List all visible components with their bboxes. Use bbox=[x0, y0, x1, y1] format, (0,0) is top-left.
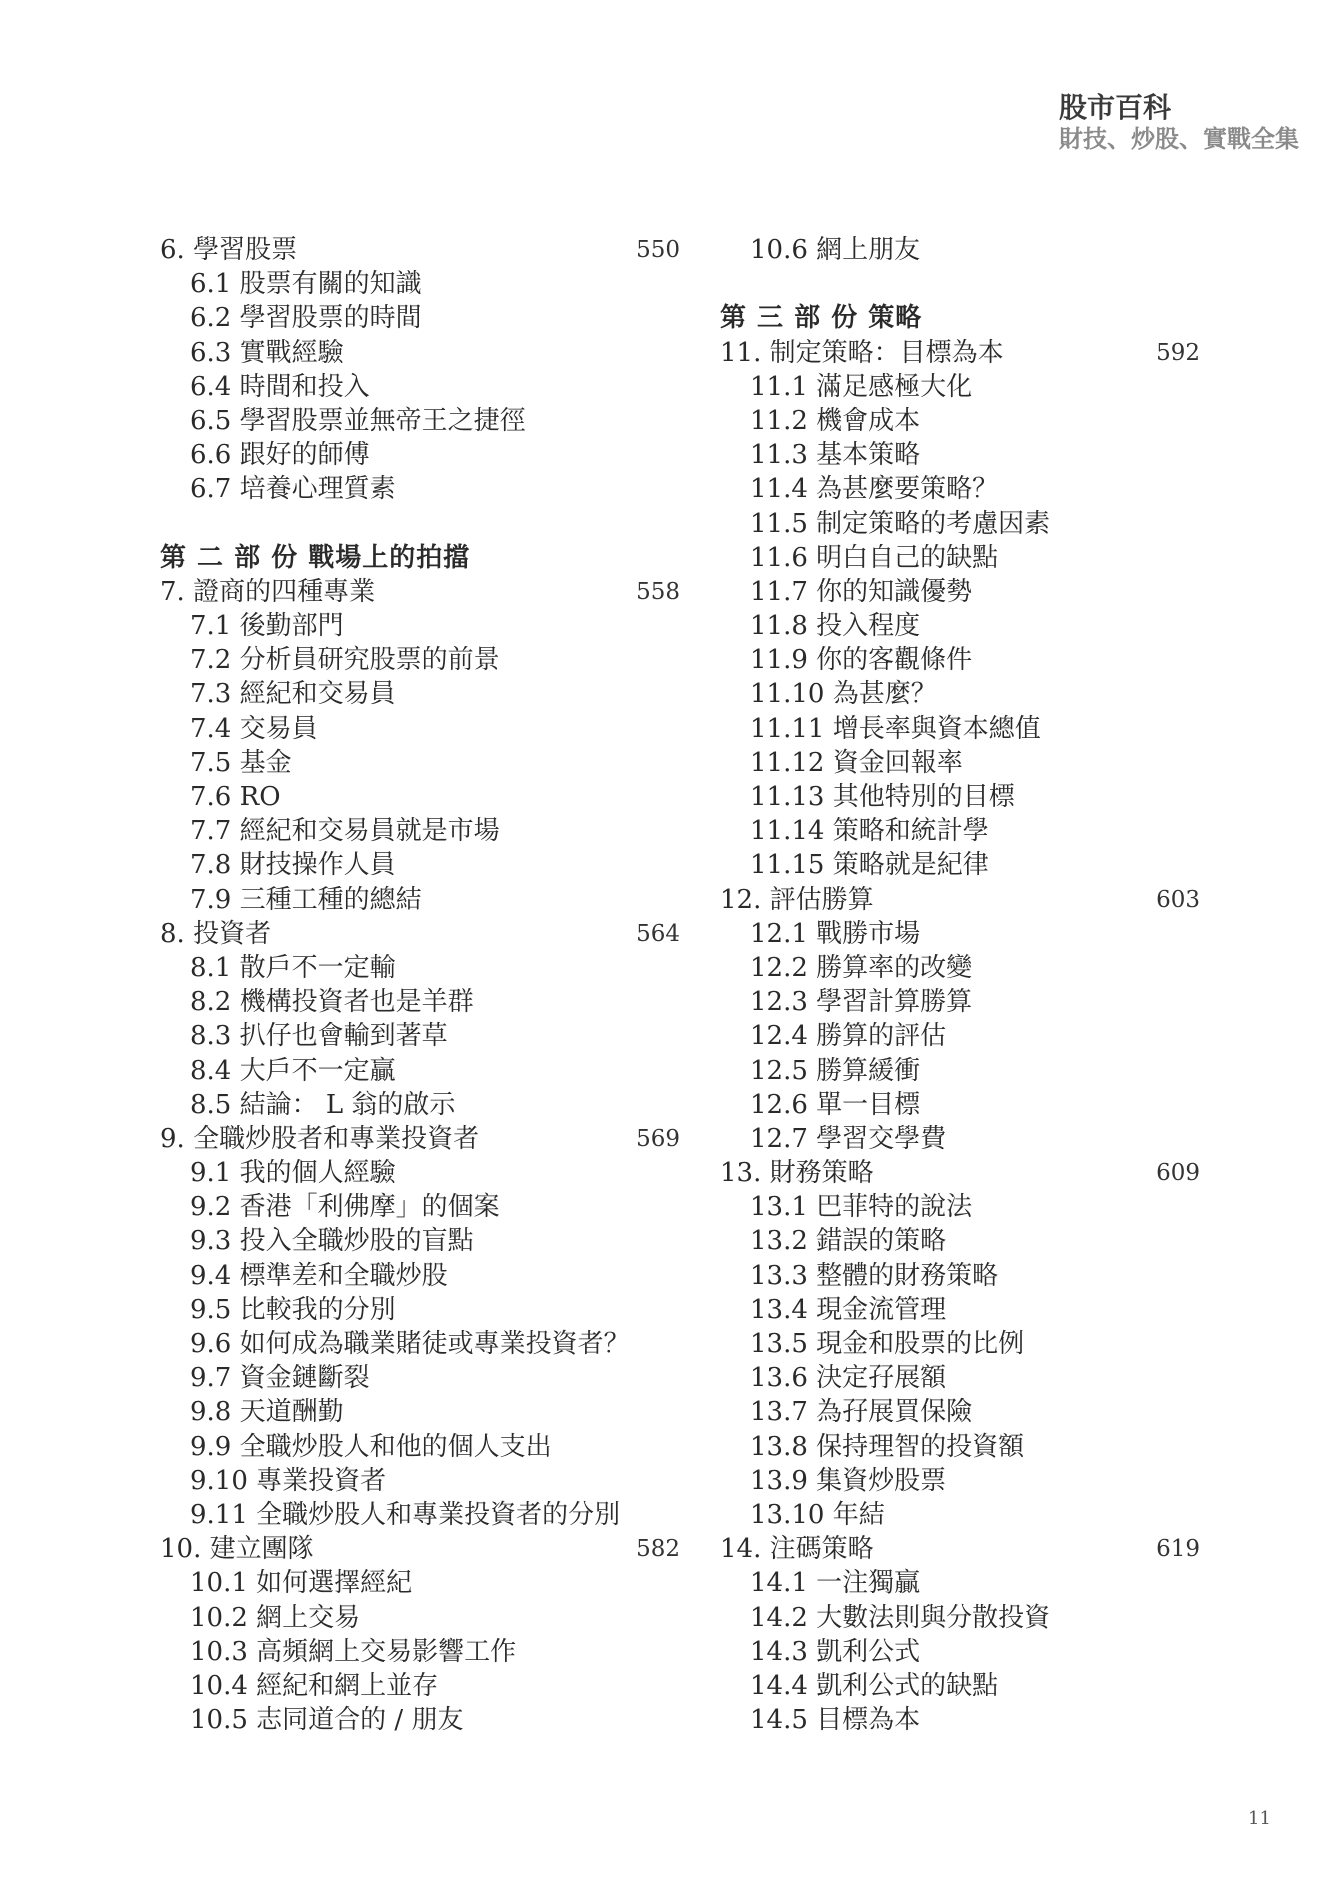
toc-chapter-entry[interactable] bbox=[720, 336, 1200, 370]
entry-title: 6.4 時間和投入 bbox=[190, 371, 370, 402]
part-title: 第 三 部 份 策略 bbox=[720, 303, 923, 334]
entry-title: 12.7 學習交學費 bbox=[750, 1123, 947, 1154]
toc-section-entry[interactable] bbox=[160, 985, 680, 1019]
toc-section-entry[interactable] bbox=[160, 301, 680, 335]
toc-section-entry[interactable] bbox=[720, 1293, 1200, 1327]
toc-section-entry[interactable] bbox=[720, 404, 1200, 438]
entry-title: 12.4 勝算的評估 bbox=[750, 1021, 947, 1052]
entry-title: 9.5 比較我的分別 bbox=[190, 1294, 396, 1325]
toc-section-entry[interactable] bbox=[160, 746, 680, 780]
entry-title: 6.6 跟好的師傅 bbox=[190, 440, 370, 471]
entry-title: 9.1 我的個人經驗 bbox=[190, 1158, 396, 1189]
entry-title: 6.1 股票有關的知識 bbox=[190, 269, 422, 300]
entry-page-number: 582 bbox=[636, 1536, 680, 1563]
entry-title: 10.2 網上交易 bbox=[190, 1602, 361, 1633]
entry-title: 11.5 制定策略的考慮因素 bbox=[750, 508, 1051, 539]
entry-title: 7.8 財技操作人員 bbox=[190, 850, 396, 881]
toc-section-entry[interactable] bbox=[160, 1088, 680, 1122]
toc-section-entry[interactable] bbox=[160, 814, 680, 848]
entry-title: 13.7 為孖展買保險 bbox=[750, 1397, 973, 1428]
toc-section-entry[interactable] bbox=[160, 1703, 680, 1737]
entry-title: 9.11 全職炒股人和專業投資者的分別 bbox=[190, 1499, 621, 1530]
toc-chapter-entry[interactable] bbox=[720, 1532, 1200, 1566]
toc-section-entry[interactable] bbox=[160, 336, 680, 370]
toc-section-entry[interactable] bbox=[720, 1054, 1200, 1088]
entry-title: 8.3 扒仔也會輸到著草 bbox=[190, 1021, 448, 1052]
toc-section-entry[interactable] bbox=[160, 1566, 680, 1600]
entry-title: 7.4 交易員 bbox=[190, 713, 318, 744]
toc-section-entry[interactable] bbox=[720, 814, 1200, 848]
entry-title: 9.3 投入全職炒股的盲點 bbox=[190, 1226, 474, 1257]
toc-section-entry[interactable] bbox=[160, 677, 680, 711]
toc-section-entry[interactable] bbox=[720, 1430, 1200, 1464]
entry-title: 6.7 培養心理質素 bbox=[190, 474, 396, 505]
toc-chapter-entry[interactable] bbox=[720, 883, 1200, 917]
page-number: 11 bbox=[1248, 1808, 1271, 1829]
toc-section-entry[interactable] bbox=[160, 1293, 680, 1327]
toc-section-entry[interactable] bbox=[160, 1498, 680, 1532]
entry-title: 12.5 勝算緩衝 bbox=[750, 1055, 921, 1086]
entry-title: 9.9 全職炒股人和他的個人支出 bbox=[190, 1431, 552, 1462]
toc-section-entry[interactable] bbox=[720, 677, 1200, 711]
entry-title: 11.1 滿足感極大化 bbox=[750, 371, 973, 402]
toc-section-entry[interactable] bbox=[720, 780, 1200, 814]
toc-section-entry[interactable] bbox=[720, 541, 1200, 575]
toc-section-entry[interactable] bbox=[160, 1224, 680, 1258]
toc-section-entry[interactable] bbox=[720, 746, 1200, 780]
toc-section-entry[interactable] bbox=[160, 848, 680, 882]
entry-title: 7.7 經紀和交易員就是市場 bbox=[190, 816, 500, 847]
toc-chapter-entry[interactable] bbox=[160, 1532, 680, 1566]
toc-section-entry[interactable] bbox=[160, 1464, 680, 1498]
entry-title: 8.2 機構投資者也是羊群 bbox=[190, 987, 474, 1018]
entry-title: 10. 建立團隊 bbox=[160, 1534, 314, 1565]
toc-section-entry[interactable] bbox=[720, 1361, 1200, 1395]
entry-title: 11.9 你的客觀條件 bbox=[750, 645, 973, 676]
book-title: 股市百科 bbox=[1059, 91, 1172, 124]
toc-section-entry[interactable] bbox=[160, 267, 680, 301]
entry-page-number: 569 bbox=[636, 1125, 680, 1152]
entry-page-number: 603 bbox=[1156, 886, 1200, 913]
toc-section-entry[interactable] bbox=[720, 985, 1200, 1019]
entry-title: 13.10 年結 bbox=[750, 1499, 885, 1530]
entry-title: 7.1 後勤部門 bbox=[190, 611, 344, 642]
toc-section-entry[interactable] bbox=[720, 1190, 1200, 1224]
entry-title: 9.10 專業投資者 bbox=[190, 1465, 387, 1496]
entry-title: 12.6 單一目標 bbox=[750, 1089, 921, 1120]
toc-section-entry[interactable] bbox=[720, 472, 1200, 506]
entry-title: 12.3 學習計算勝算 bbox=[750, 987, 973, 1018]
toc-section-entry[interactable] bbox=[720, 609, 1200, 643]
toc-section-entry[interactable] bbox=[720, 848, 1200, 882]
toc-section-entry[interactable] bbox=[160, 951, 680, 985]
entry-title: 11.10 為甚麼？ bbox=[750, 679, 937, 710]
entry-title: 11.7 你的知識優勢 bbox=[750, 576, 973, 607]
toc-section-entry[interactable] bbox=[160, 1601, 680, 1635]
entry-title: 14.1 一注獨贏 bbox=[750, 1568, 921, 1599]
toc-section-entry[interactable] bbox=[160, 883, 680, 917]
toc-section-entry[interactable] bbox=[720, 643, 1200, 677]
entry-title: 9.7 資金鏈斷裂 bbox=[190, 1363, 370, 1394]
toc-chapter-entry[interactable] bbox=[160, 233, 680, 267]
entry-title: 11. 制定策略：目標為本 bbox=[720, 337, 1004, 368]
entry-title: 11.15 策略就是紀律 bbox=[750, 850, 989, 881]
toc-chapter-entry[interactable] bbox=[160, 575, 680, 609]
entry-title: 13.4 現金流管理 bbox=[750, 1294, 947, 1325]
entry-title: 11.3 基本策略 bbox=[750, 440, 921, 471]
entry-title: 7.5 基金 bbox=[190, 747, 292, 778]
toc-section-entry[interactable] bbox=[720, 507, 1200, 541]
part-title: 第 二 部 份 戰場上的拍擋 bbox=[160, 542, 471, 573]
entry-title: 12.2 勝算率的改變 bbox=[750, 952, 973, 983]
toc-section-entry[interactable] bbox=[160, 1361, 680, 1395]
toc-section-entry[interactable] bbox=[160, 472, 680, 506]
book-subtitle: 財技、炒股、實戰全集 bbox=[1059, 124, 1299, 153]
toc-section-entry[interactable] bbox=[720, 1635, 1200, 1669]
entry-title: 7.9 三種工種的總結 bbox=[190, 884, 422, 915]
toc-section-entry[interactable] bbox=[720, 1669, 1200, 1703]
toc-section-entry[interactable] bbox=[160, 712, 680, 746]
toc-left-column bbox=[160, 233, 680, 1737]
toc-section-entry[interactable] bbox=[160, 438, 680, 472]
entry-title: 10.4 經紀和網上並存 bbox=[190, 1670, 439, 1701]
toc-section-entry[interactable] bbox=[160, 1156, 680, 1190]
entry-title: 11.14 策略和統計學 bbox=[750, 816, 989, 847]
entry-title: 11.12 資金回報率 bbox=[750, 747, 963, 778]
entry-title: 6.2 學習股票的時間 bbox=[190, 303, 422, 334]
toc-section-entry[interactable] bbox=[720, 438, 1200, 472]
entry-title: 11.4 為甚麼要策略？ bbox=[750, 474, 999, 505]
part-heading[interactable] bbox=[160, 541, 680, 575]
entry-title: 11.8 投入程度 bbox=[750, 611, 921, 642]
entry-page-number: 592 bbox=[1156, 339, 1200, 366]
toc-section-entry[interactable] bbox=[160, 1395, 680, 1429]
toc-section-entry[interactable] bbox=[160, 1190, 680, 1224]
entry-title: 8.5 結論： L 翁的啟示 bbox=[190, 1089, 456, 1120]
entry-title: 7.6 RO bbox=[190, 782, 281, 812]
entry-title: 11.13 其他特別的目標 bbox=[750, 782, 1015, 812]
toc-section-entry[interactable] bbox=[160, 1430, 680, 1464]
entry-title: 13.6 決定孖展額 bbox=[750, 1363, 947, 1394]
entry-title: 9.2 香港「利佛摩」的個案 bbox=[190, 1192, 500, 1223]
entry-page-number: 619 bbox=[1156, 1536, 1200, 1563]
entry-title: 11.6 明白自己的缺點 bbox=[750, 542, 999, 573]
toc-section-entry[interactable] bbox=[720, 1224, 1200, 1258]
toc-section-entry[interactable] bbox=[720, 1464, 1200, 1498]
entry-title: 10.5 志同道合的 / 朋友 bbox=[190, 1705, 464, 1736]
toc-section-entry[interactable] bbox=[160, 643, 680, 677]
entry-title: 13.8 保持理智的投資額 bbox=[750, 1431, 1025, 1462]
entry-title: 14. 注碼策略 bbox=[720, 1534, 874, 1565]
entry-title: 8.1 散戶不一定輸 bbox=[190, 952, 396, 983]
entry-title: 13. 財務策略 bbox=[720, 1158, 874, 1189]
toc-section-entry[interactable] bbox=[160, 780, 680, 814]
toc-section-entry[interactable] bbox=[160, 1019, 680, 1053]
entry-title: 8.4 大戶不一定贏 bbox=[190, 1055, 396, 1086]
toc-section-entry[interactable] bbox=[720, 370, 1200, 404]
entry-title: 14.3 凱利公式 bbox=[750, 1636, 921, 1667]
toc-section-entry[interactable] bbox=[720, 1498, 1200, 1532]
entry-page-number: 558 bbox=[636, 578, 680, 605]
entry-title: 13.9 集資炒股票 bbox=[750, 1465, 947, 1496]
entry-title: 14.5 目標為本 bbox=[750, 1705, 921, 1736]
entry-title: 12.1 戰勝市場 bbox=[750, 918, 921, 949]
entry-title: 9.6 如何成為職業賭徒或專業投資者？ bbox=[190, 1329, 630, 1359]
section-spacer bbox=[720, 267, 1200, 301]
toc-section-entry[interactable] bbox=[720, 1259, 1200, 1293]
entry-title: 13.2 錯誤的策略 bbox=[750, 1226, 947, 1257]
entry-title: 8. 投資者 bbox=[160, 918, 272, 949]
entry-title: 9.4 標準差和全職炒股 bbox=[190, 1260, 448, 1291]
toc-section-entry[interactable] bbox=[160, 1054, 680, 1088]
entry-title: 11.11 增長率與資本總值 bbox=[750, 713, 1041, 744]
toc-section-entry[interactable] bbox=[720, 233, 1200, 267]
entry-page-number: 609 bbox=[1156, 1160, 1200, 1187]
running-header bbox=[1059, 92, 1299, 154]
entry-title: 12. 評估勝算 bbox=[720, 884, 874, 915]
entry-title: 10.6 網上朋友 bbox=[750, 235, 921, 265]
toc-section-entry[interactable] bbox=[720, 1601, 1200, 1635]
toc-section-entry[interactable] bbox=[720, 1122, 1200, 1156]
toc-right-column bbox=[720, 233, 1200, 1737]
entry-title: 7.2 分析員研究股票的前景 bbox=[190, 645, 500, 676]
toc-section-entry[interactable] bbox=[160, 404, 680, 438]
entry-title: 6. 學習股票 bbox=[160, 235, 298, 265]
entry-title: 14.4 凱利公式的缺點 bbox=[750, 1670, 999, 1701]
entry-title: 14.2 大數法則與分散投資 bbox=[750, 1602, 1051, 1633]
entry-page-number: 550 bbox=[636, 237, 680, 263]
toc-section-entry[interactable] bbox=[720, 1566, 1200, 1600]
toc-chapter-entry[interactable] bbox=[720, 1156, 1200, 1190]
toc-chapter-entry[interactable] bbox=[160, 917, 680, 951]
part-heading[interactable] bbox=[720, 301, 1200, 335]
toc-section-entry[interactable] bbox=[720, 1395, 1200, 1429]
entry-title: 13.5 現金和股票的比例 bbox=[750, 1329, 1025, 1359]
toc-section-entry[interactable] bbox=[720, 1327, 1200, 1361]
entry-page-number: 564 bbox=[636, 920, 680, 947]
entry-title: 11.2 機會成本 bbox=[750, 405, 921, 436]
toc-section-entry[interactable] bbox=[720, 1019, 1200, 1053]
toc-section-entry[interactable] bbox=[160, 1669, 680, 1703]
entry-title: 6.3 實戰經驗 bbox=[190, 337, 344, 368]
entry-title: 10.3 高頻網上交易影響工作 bbox=[190, 1636, 517, 1667]
toc-section-entry[interactable] bbox=[720, 712, 1200, 746]
toc-section-entry[interactable] bbox=[160, 1259, 680, 1293]
entry-title: 9. 全職炒股者和專業投資者 bbox=[160, 1123, 480, 1154]
entry-title: 7. 證商的四種專業 bbox=[160, 576, 376, 607]
toc-section-entry[interactable] bbox=[720, 1703, 1200, 1737]
entry-title: 13.3 整體的財務策略 bbox=[750, 1260, 999, 1291]
toc-section-entry[interactable] bbox=[160, 1635, 680, 1669]
toc-section-entry[interactable] bbox=[160, 1327, 680, 1361]
toc-section-entry[interactable] bbox=[720, 917, 1200, 951]
entry-title: 7.3 經紀和交易員 bbox=[190, 679, 396, 710]
toc-section-entry[interactable] bbox=[160, 609, 680, 643]
entry-title: 10.1 如何選擇經紀 bbox=[190, 1568, 413, 1599]
toc-chapter-entry[interactable] bbox=[160, 1122, 680, 1156]
toc-section-entry[interactable] bbox=[720, 575, 1200, 609]
section-spacer bbox=[160, 507, 680, 541]
entry-title: 9.8 天道酬勤 bbox=[190, 1397, 344, 1428]
toc-section-entry[interactable] bbox=[720, 1088, 1200, 1122]
toc-section-entry[interactable] bbox=[160, 370, 680, 404]
entry-title: 13.1 巴菲特的說法 bbox=[750, 1192, 973, 1223]
toc-section-entry[interactable] bbox=[720, 951, 1200, 985]
entry-title: 6.5 學習股票並無帝王之捷徑 bbox=[190, 405, 526, 436]
